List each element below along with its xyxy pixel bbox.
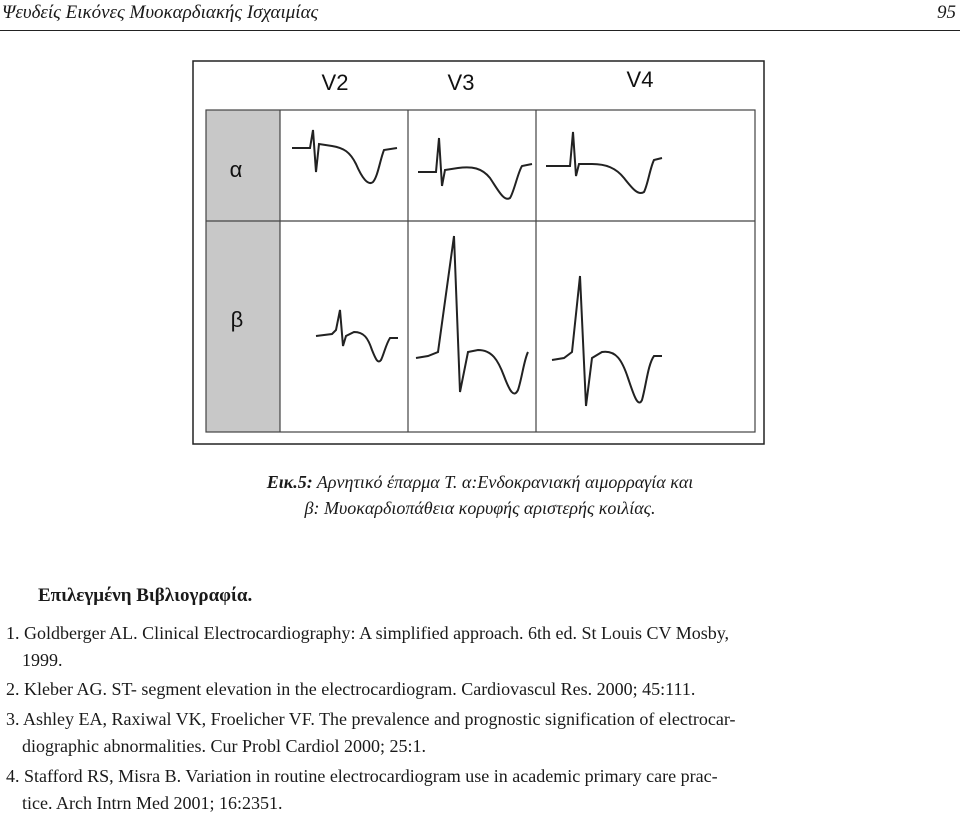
row-label-alpha: α bbox=[229, 157, 243, 182]
caption-text-2: β: Μυοκαρδιοπάθεια κορυφής αριστερής κοιλίας. bbox=[304, 498, 656, 518]
reference-3-line-2: diographic abnormalities. Cur Probl Cardiol 2000; 25:1. bbox=[22, 736, 426, 756]
reference-3-line-1: 3. Ashley EA, Raxiwal VK, Froelicher VF. The prevalence and prognostic signification of electrocar- bbox=[6, 709, 736, 729]
row-label-column bbox=[206, 110, 280, 432]
reference-4-line-1: 4. Stafford RS, Misra B. Variation in routine electrocardiogram use in academic primary care prac- bbox=[6, 766, 718, 786]
ecg-figure-svg bbox=[192, 60, 765, 445]
running-title: Ψευδείς Εικόνες Μυοκαρδιακής Ισχαιμίας bbox=[2, 2, 319, 23]
caption-text-1: Αρνητικό έπαρμα Τ. α:Ενδοκρανιακή αιμορραγία και bbox=[316, 472, 694, 492]
reference-2-line-1: 2. Kleber AG. ST- segment elevation in the electrocardiogram. Cardiovascul Res. 2000; 45:111. bbox=[6, 679, 696, 699]
caption-label: Εικ.5: bbox=[266, 472, 313, 492]
column-label-v4: V4 bbox=[626, 67, 654, 92]
ecg-figure bbox=[192, 60, 765, 445]
reference-4-line-2: tice. Arch Intrn Med 2001; 16:2351. bbox=[22, 793, 283, 813]
reference-1-line-1: 1. Goldberger AL. Clinical Electrocardiography: A simplified approach. 6th ed. St Louis CV Mosby, bbox=[6, 623, 730, 643]
column-label-v2: V2 bbox=[321, 70, 349, 95]
figure-caption-line-1 bbox=[0, 470, 960, 495]
section-heading: Επιλεγμένη Βιβλιογραφία. bbox=[38, 585, 253, 606]
column-label-v3: V3 bbox=[447, 70, 475, 95]
page-number: 95 bbox=[937, 2, 956, 23]
reference-1-line-2: 1999. bbox=[22, 650, 63, 670]
page-header bbox=[0, 0, 960, 31]
row-label-beta: β bbox=[230, 307, 244, 332]
figure-caption-line-2 bbox=[0, 496, 960, 521]
